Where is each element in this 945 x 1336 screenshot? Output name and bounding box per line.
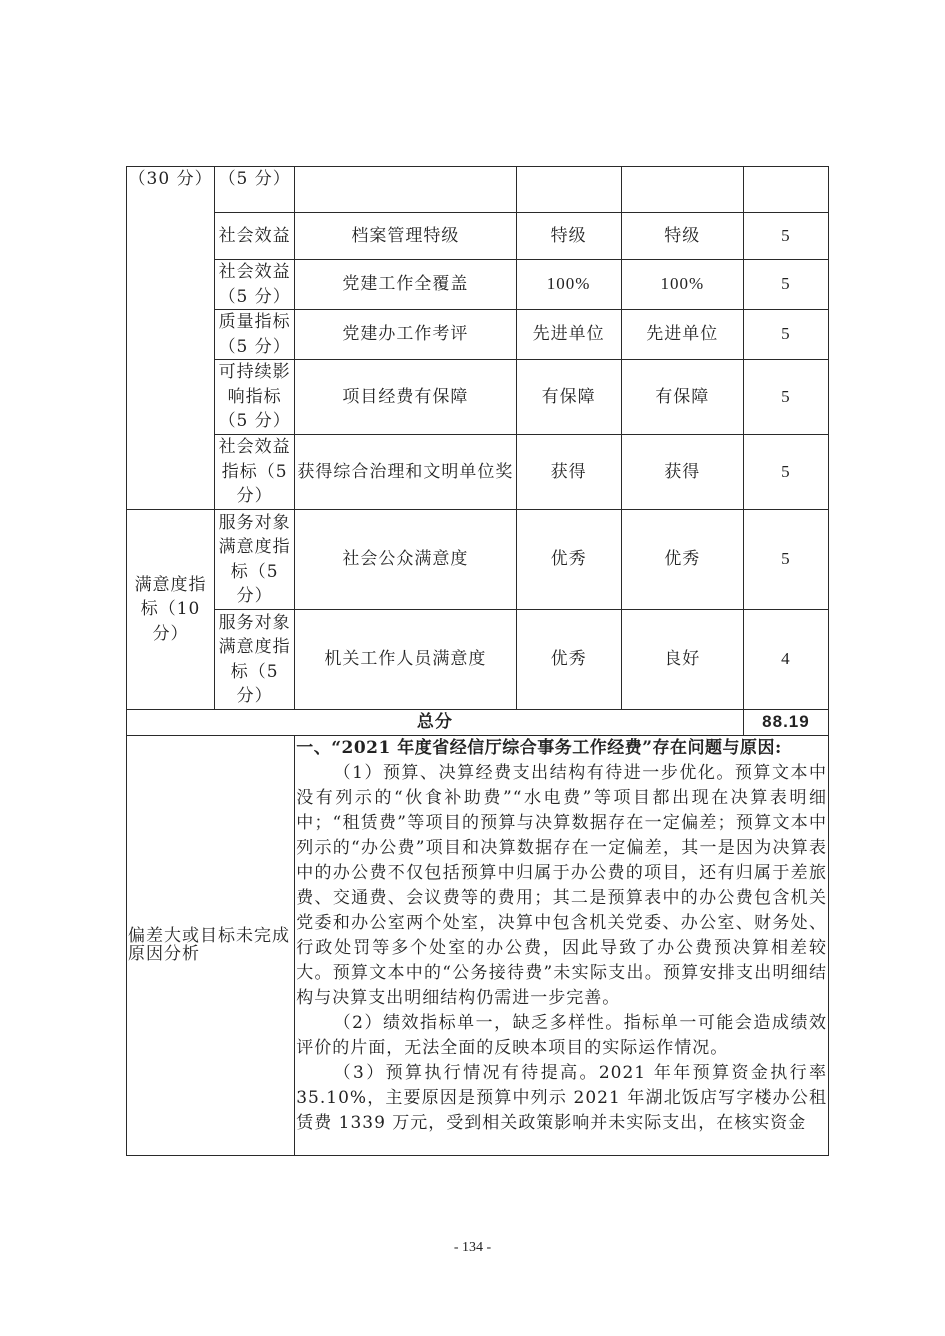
target-cell: 获得 bbox=[516, 435, 621, 510]
total-label: 总分 bbox=[127, 710, 744, 736]
indicator-cell: 档案管理特级 bbox=[295, 213, 516, 260]
page-number: - 134 - bbox=[453, 1240, 492, 1255]
actual-cell: 获得 bbox=[621, 435, 743, 510]
score-cell: 5 bbox=[743, 213, 828, 260]
performance-evaluation-table bbox=[126, 166, 829, 1156]
actual-cell: 优秀 bbox=[621, 510, 743, 610]
sub-indicator-cell: 社会效益 bbox=[215, 213, 295, 260]
target-cell: 特级 bbox=[516, 213, 621, 260]
total-value: 88.19 bbox=[743, 710, 828, 736]
analysis-row bbox=[127, 735, 829, 1155]
analysis-heading: 一、“2021 年度省经信厅综合事务工作经费”存在问题与原因: bbox=[296, 737, 782, 758]
score-cell: 5 bbox=[743, 310, 828, 360]
actual-cell: 良好 bbox=[621, 610, 743, 710]
indicator-cell: 党建工作全覆盖 bbox=[295, 260, 516, 310]
target-cell: 优秀 bbox=[516, 610, 621, 710]
indicator-cell bbox=[295, 167, 516, 213]
target-cell bbox=[516, 167, 621, 213]
score-cell: 5 bbox=[743, 435, 828, 510]
total-row bbox=[127, 710, 829, 736]
score-cell: 5 bbox=[743, 260, 828, 310]
indicator-cell: 项目经费有保障 bbox=[295, 360, 516, 435]
analysis-paragraph-1: （1）预算、决算经费支出结构有待进一步优化。预算文本中没有列示的“伙食补助费”“水电费”等项目都出现在决算表明细中；“租赁费”等项目的预算与决算数据存在一定偏差；预算文本中列示的“办公费”项目和决算数据存在一定偏差，其一是因为决算表中的办公费不仅包括预算中归属于办公费的项目，还有归属于差旅费、交通费、会议费等的费用；其二是预算表中的办公费包含机关党委和办公室两个处室，决算中包含机关党委、办公室、财务处、行政处罚等多个处室的办公费，因此导致了办公费预决算相差较大。预算文本中的“公务接待费”未实际支出。预算安排支出明细结构与决算支出明细结构仍需进一步完善。 bbox=[296, 762, 827, 1008]
actual-cell: 特级 bbox=[621, 213, 743, 260]
table-row bbox=[127, 213, 829, 260]
indicator-cell: 机关工作人员满意度 bbox=[295, 610, 516, 710]
sub-indicator-cell: 服务对象满意度指标（5 分） bbox=[215, 610, 295, 710]
score-cell: 5 bbox=[743, 360, 828, 435]
analysis-paragraph-3: （3）预算执行情况有待提高。2021 年年预算资金执行率35.10%，主要原因是预算中列示 2021 年湖北饭店写字楼办公租赁费 1339 万元，受到相关政策影响并未实际支出，在核实资金 bbox=[296, 1062, 827, 1133]
score-cell: 5 bbox=[743, 510, 828, 610]
sub-indicator-cell: 服务对象满意度指标（5 分） bbox=[215, 510, 295, 610]
actual-cell bbox=[621, 167, 743, 213]
sub-indicator-cell: 社会效益指标（5 分） bbox=[215, 435, 295, 510]
table-row bbox=[127, 360, 829, 435]
analysis-content bbox=[295, 735, 829, 1155]
indicator-cell: 获得综合治理和文明单位奖 bbox=[295, 435, 516, 510]
sub-indicator-cell: （5 分） bbox=[215, 167, 295, 213]
table-row bbox=[127, 310, 829, 360]
score-cell: 4 bbox=[743, 610, 828, 710]
table-row bbox=[127, 435, 829, 510]
target-cell: 100% bbox=[516, 260, 621, 310]
indicator-cell: 社会公众满意度 bbox=[295, 510, 516, 610]
actual-cell: 先进单位 bbox=[621, 310, 743, 360]
table-row bbox=[127, 260, 829, 310]
analysis-label: 偏差大或目标未完成原因分析 bbox=[127, 735, 295, 1155]
analysis-paragraph-2: （2）绩效指标单一，缺乏多样性。指标单一可能会造成绩效评价的片面，无法全面的反映本项目的实际运作情况。 bbox=[296, 1012, 827, 1058]
indicator-cell: 党建办工作考评 bbox=[295, 310, 516, 360]
sub-indicator-cell: 质量指标（5 分） bbox=[215, 310, 295, 360]
table-row bbox=[127, 610, 829, 710]
score-cell bbox=[743, 167, 828, 213]
sub-indicator-cell: 社会效益（5 分） bbox=[215, 260, 295, 310]
table-row bbox=[127, 510, 829, 610]
category-cell: 满意度指标（10 分） bbox=[127, 510, 215, 710]
sub-indicator-cell: 可持续影响指标（5 分） bbox=[215, 360, 295, 435]
target-cell: 先进单位 bbox=[516, 310, 621, 360]
category-cell: （30 分） bbox=[127, 167, 215, 510]
actual-cell: 100% bbox=[621, 260, 743, 310]
target-cell: 有保障 bbox=[516, 360, 621, 435]
target-cell: 优秀 bbox=[516, 510, 621, 610]
table-row bbox=[127, 167, 829, 213]
actual-cell: 有保障 bbox=[621, 360, 743, 435]
